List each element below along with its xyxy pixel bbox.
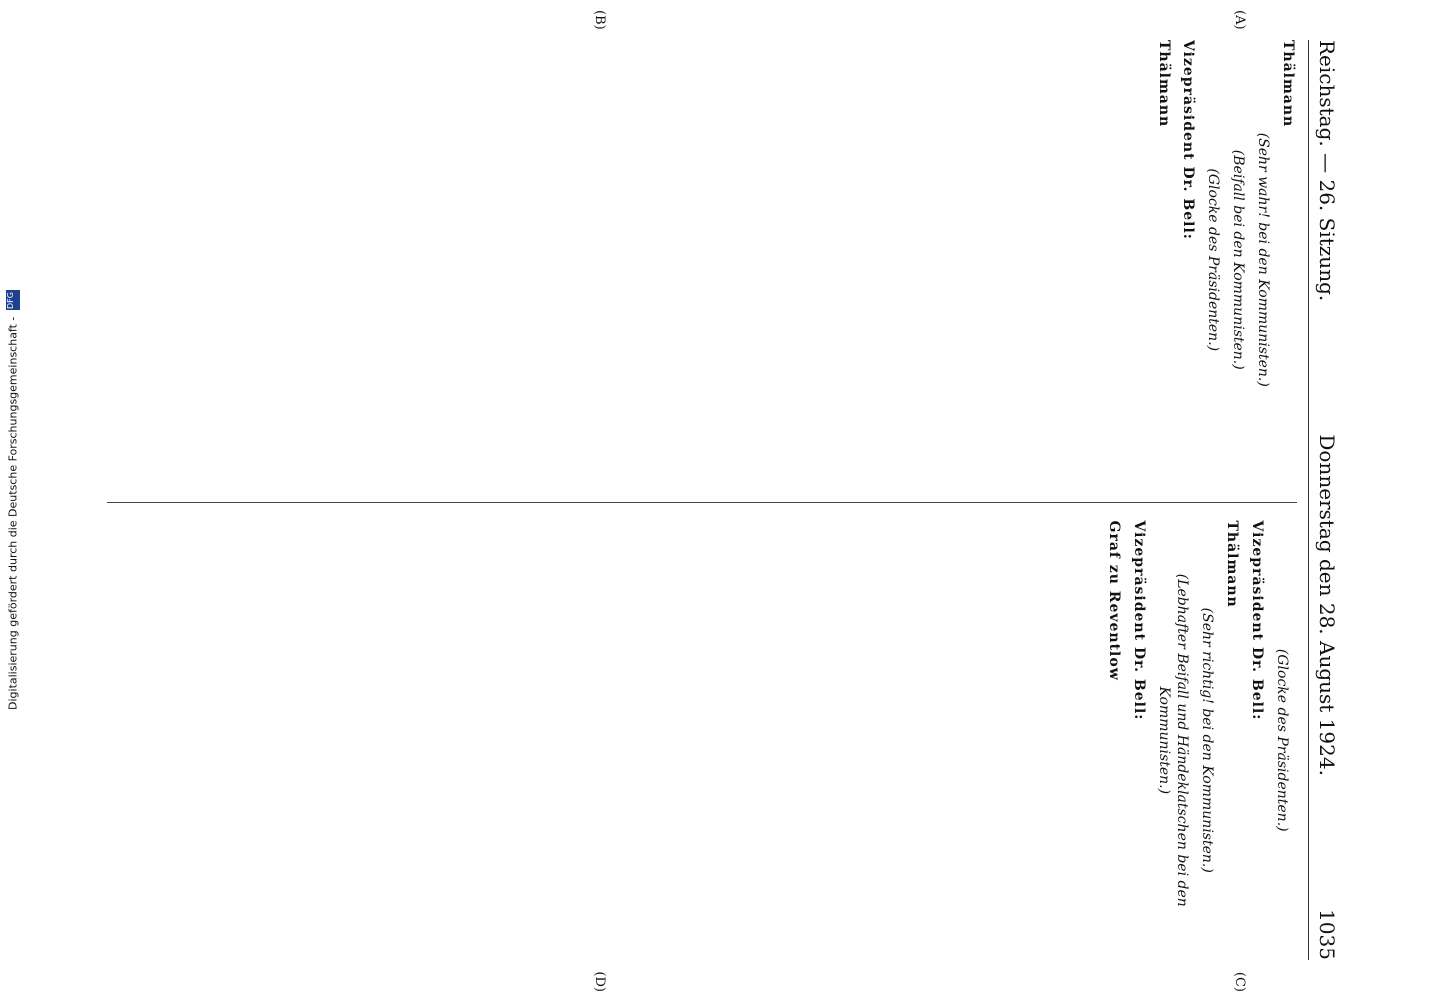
left_column-paragraph xyxy=(1228,40,1247,480)
header-left: Reichstag. — 26. Sitzung. xyxy=(1315,40,1339,302)
footer-text: Digitalisierung gefördert durch die Deutsche Forschungsgemeinschaft - xyxy=(6,316,20,710)
column-marker-d: (D) xyxy=(592,971,607,992)
right_column-paragraph xyxy=(1272,521,1291,961)
speaker-name: Thälmann xyxy=(1280,40,1296,128)
speaker-name: Graf zu Reventlow xyxy=(1105,520,1122,681)
column-marker-a: (A) xyxy=(1232,10,1247,30)
header-date: Donnerstag den 28. August 1924. xyxy=(1315,434,1339,776)
speaker-name: Vizepräsident Dr. Bell: xyxy=(1180,40,1197,240)
right_column-paragraph xyxy=(1129,521,1148,961)
page-number: 1035 xyxy=(1315,909,1339,960)
left_column-paragraph xyxy=(1253,40,1272,480)
column-marker-c: (C) xyxy=(1232,971,1247,992)
left_column-paragraph xyxy=(1179,40,1198,480)
paragraph-text: (Glocke des Präsidenten.) xyxy=(1274,648,1290,832)
left-column xyxy=(107,40,1297,480)
left_column-paragraph xyxy=(1203,40,1222,480)
rotated-page xyxy=(67,0,1367,1000)
text-columns xyxy=(107,40,1297,960)
right-column xyxy=(107,502,1297,961)
right_column-paragraph xyxy=(1197,521,1216,961)
speaker-name: Thälmann xyxy=(1155,40,1172,128)
left_column-paragraph xyxy=(1278,40,1297,480)
right_column-paragraph xyxy=(1154,521,1192,961)
right_column-paragraph xyxy=(1104,521,1123,961)
left_column-paragraph xyxy=(1154,40,1173,480)
paragraph-text: (Glocke des Präsidenten.) xyxy=(1205,168,1222,352)
speaker-name: Vizepräsident Dr. Bell: xyxy=(1249,520,1266,721)
speaker-name: Thälmann xyxy=(1224,520,1241,608)
right_column-paragraph xyxy=(1247,521,1266,961)
digitization-footer xyxy=(4,0,22,1000)
paragraph-text: (Beifall bei den Kommunisten.) xyxy=(1230,149,1247,370)
paragraph-text: (Sehr wahr! bei den Kommunisten.) xyxy=(1255,132,1272,387)
paragraph-text: (Lebhafter Beifall und Händeklatschen bei den Kommunisten.) xyxy=(1155,573,1191,907)
paragraph-text: (Sehr richtig! bei den Kommunisten.) xyxy=(1199,607,1216,873)
column-marker-b: (B) xyxy=(592,10,607,30)
page-header xyxy=(1308,40,1339,960)
dfg-logo: DFG xyxy=(6,290,20,310)
right_column-paragraph xyxy=(1222,521,1241,961)
speaker-name: Vizepräsident Dr. Bell: xyxy=(1130,520,1147,721)
